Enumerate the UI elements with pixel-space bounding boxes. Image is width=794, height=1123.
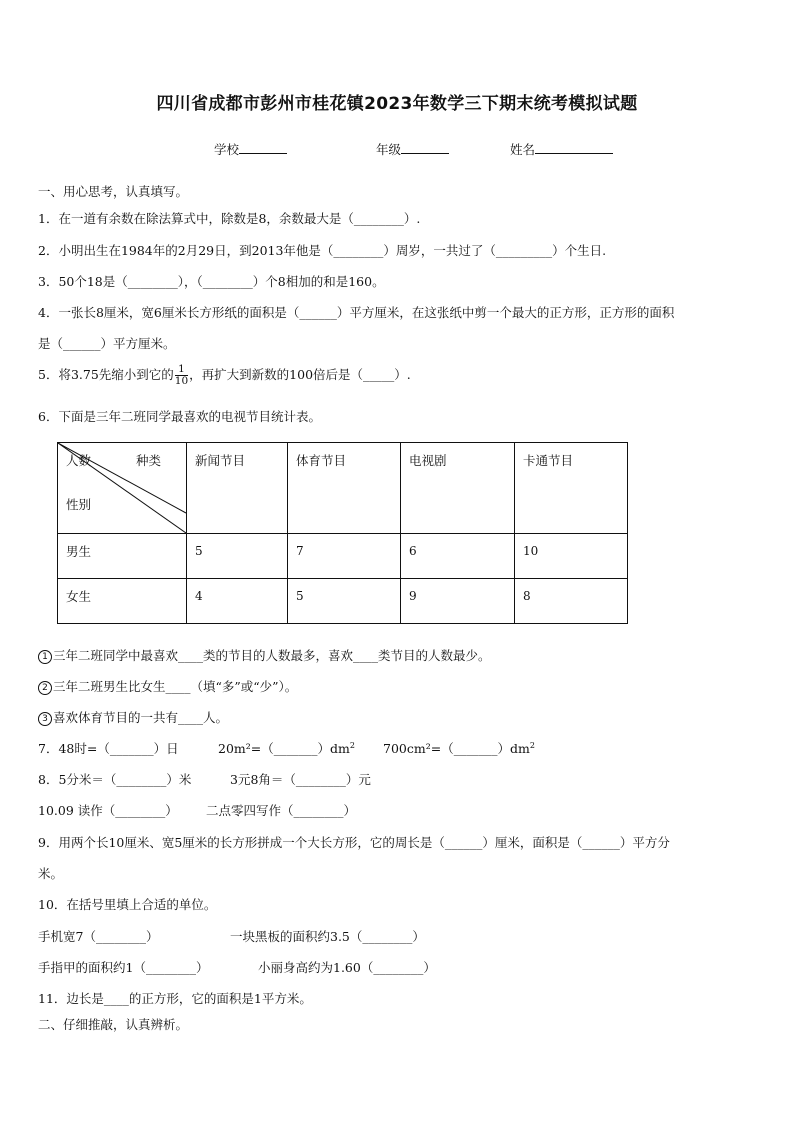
question-7-part-c: $700cm^2=(\_\_\_\_\_\_\_)dm^2$ <box>383 740 535 756</box>
question-9-line-2: 米。 <box>38 866 64 881</box>
name-label: 姓名 <box>510 142 536 157</box>
question-3: 3．50个18是（________），（________）个8相加的和是160。 <box>38 274 385 289</box>
table-cell: 5 <box>187 534 288 579</box>
question-5 <box>38 364 411 387</box>
question-7-part-b-text: 20m²=（_______）dm <box>218 741 350 756</box>
column-header: 新闻节目 <box>187 443 288 534</box>
fraction-one-tenth <box>175 364 188 387</box>
name-field <box>510 140 613 158</box>
fraction-numerator: 1 <box>175 364 188 376</box>
sub-question-2 <box>38 677 297 695</box>
fraction-denominator: 10 <box>174 375 189 387</box>
question-10: 10．在括号里填上合适的单位。 <box>38 897 217 912</box>
question-8: 8．5分米＝（________）米 <box>38 772 192 787</box>
question-9-line-1: 9．用两个长10厘米、宽5厘米的长方形拼成一个大长方形，它的周长是（______）厘米，面积是（______）平方分 <box>38 835 670 850</box>
sub-question-3-text: 喜欢体育节目的一共有____人。 <box>53 710 229 725</box>
question-2: 2．小明出生在1984年的2月29日，到2013年他是（________）周岁，一共过了（_________）个生日. <box>38 243 607 258</box>
table-row <box>58 579 628 624</box>
question-7-part-a: 7．48时=（_______）日 <box>38 741 179 756</box>
question-10-row-2-b: 小丽身高约为1.60（________） <box>258 960 436 975</box>
page-title: 四川省成都市彭州市桂花镇2023年数学三下期末统考模拟试题 <box>156 94 638 114</box>
header-gender: 性别 <box>66 497 92 512</box>
column-header: 卡通节目 <box>515 443 628 534</box>
question-7 <box>38 739 179 757</box>
header-people: 人数 <box>66 453 92 468</box>
question-8-continued-b: 二点零四写作（________） <box>206 803 357 818</box>
school-label: 学校 <box>214 142 240 157</box>
question-10-row-1-a: 手机宽7（________） <box>38 929 159 944</box>
question-7-part-b: $20m^2=(\_\_\_\_\_\_\_)dm^2$ <box>218 740 355 756</box>
grade-blank[interactable] <box>401 140 449 154</box>
circled-number-2: 2 <box>38 681 52 695</box>
row-label: 男生 <box>58 534 187 579</box>
question-8-part-b: 3元8角＝（________）元 <box>230 772 371 787</box>
sub-question-2-text: 三年二班男生比女生____（填“多”或“少”）。 <box>53 679 298 694</box>
grade-field <box>376 140 449 158</box>
sub-question-1-text: 三年二班同学中最喜欢____类的节目的人数最多，喜欢____类节目的人数最少。 <box>53 648 491 663</box>
sub-question-3 <box>38 708 228 726</box>
table-cell: 8 <box>515 579 628 624</box>
row-label: 女生 <box>58 579 187 624</box>
question-10-row-2-a: 手指甲的面积约1（________） <box>38 960 209 975</box>
table-cell: 10 <box>515 534 628 579</box>
header-type: 种类 <box>136 453 162 468</box>
table-cell: 9 <box>401 579 515 624</box>
table-cell: 4 <box>187 579 288 624</box>
section-2-heading: 二、仔细推敲，认真辨析。 <box>38 1017 189 1032</box>
tv-program-table <box>57 442 628 624</box>
table-row <box>58 534 628 579</box>
question-4-line-2: 是（______）平方厘米。 <box>38 336 176 351</box>
school-blank[interactable] <box>239 140 287 154</box>
table-cell: 5 <box>288 579 401 624</box>
question-8-continued: 10.09 读作（________） <box>38 803 178 818</box>
section-1-heading: 一、用心思考，认真填写。 <box>38 184 189 199</box>
circled-number-3: 3 <box>38 712 52 726</box>
question-7-part-c-text: 700cm²=（_______）dm <box>383 741 530 756</box>
school-field <box>214 140 287 158</box>
table-cell: 7 <box>288 534 401 579</box>
sub-question-1 <box>38 646 491 664</box>
question-5-before: 5．将3.75先缩小到它的 <box>38 367 174 382</box>
name-blank[interactable] <box>535 140 613 154</box>
table-header-row <box>58 443 628 534</box>
circled-number-1: 1 <box>38 650 52 664</box>
diagonal-header-cell <box>58 443 187 534</box>
question-10-row-1-b: 一块黑板的面积约3.5（________） <box>230 929 425 944</box>
column-header: 体育节目 <box>288 443 401 534</box>
question-6: 6．下面是三年二班同学最喜欢的电视节目统计表。 <box>38 409 321 424</box>
question-5-after: ，再扩大到新数的100倍后是（_____）. <box>189 367 411 382</box>
question-4-line-1: 4．一张长8厘米，宽6厘米长方形纸的面积是（______）平方厘米，在这张纸中剪一个最大的正方形，正方形的面积 <box>38 305 675 320</box>
column-header: 电视剧 <box>401 443 515 534</box>
question-11: 11．边长是____的正方形，它的面积是1平方米。 <box>38 991 312 1006</box>
grade-label: 年级 <box>376 142 402 157</box>
table-cell: 6 <box>401 534 515 579</box>
question-1: 1．在一道有余数在除法算式中，除数是8，余数最大是（________）. <box>38 211 421 226</box>
